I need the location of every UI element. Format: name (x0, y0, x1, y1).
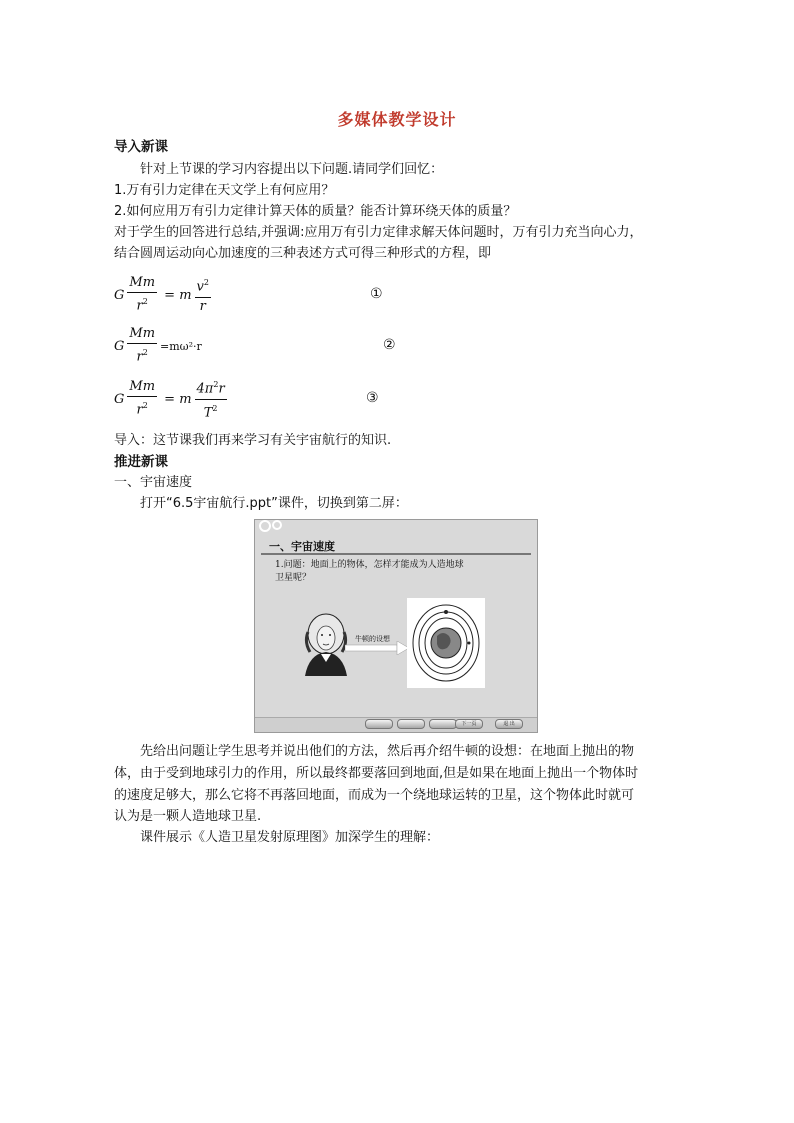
paragraph-2: 课件展示《人造卫星发射原理图》加深学生的理解： (140, 830, 440, 845)
gears-icon (255, 520, 295, 536)
slide-heading: 一、宇宙速度 (269, 540, 335, 553)
earth-orbit-diagram-icon (407, 598, 485, 688)
formula-2-marker: ② (383, 337, 396, 353)
formula-3: G $\frac{Mm}{r^2}$ = m $\frac{4\pi^2r}{T^2}$ (114, 379, 225, 420)
question-2: 2.如何应用万有引力定律计算天体的质量？能否计算环绕天体的质量？ (114, 204, 517, 219)
summary-line-1: 对于学生的回答进行总结,并强调:应用万有引力定律求解天体问题时，万有引力充当向心力， (114, 225, 643, 240)
formula-2: G $\frac{Mm}{r^2}$ =mω²·r (114, 326, 202, 365)
slide-blank-button-3[interactable] (429, 719, 457, 729)
formula-3-marker: ③ (366, 390, 379, 406)
slide-exit-button[interactable]: 退 出 (495, 719, 523, 729)
paragraph-line-2: 体，由于受到地球引力的作用，所以最终都要落回到地面,但是如果在地面上抛出一个物体时 (114, 766, 639, 781)
slide-footer (255, 717, 537, 732)
arrow-label: 牛顿的设想 (355, 635, 390, 643)
slide-divider (261, 553, 531, 555)
slide-blank-button-1[interactable] (365, 719, 393, 729)
slide-blank-button-2[interactable] (397, 719, 425, 729)
page-title: 多媒体教学设计 (337, 110, 457, 129)
intro-text: 针对上节课的学习内容提出以下问题.请同学们回忆： (140, 162, 444, 177)
formula-2-rhs: =mω²·r (160, 339, 202, 353)
formula-1: G $\frac{Mm}{r^2}$ = m $\frac{v^2}{r}$ (114, 275, 209, 314)
paragraph-line-1: 先给出问题让学生思考并说出他们的方法，然后再介绍牛顿的设想：在地面上抛出的物 (140, 744, 635, 759)
paragraph-line-4: 认为是一颗人造地球卫星. (114, 809, 262, 824)
slide-question (275, 559, 464, 585)
question-1: 1.万有引力定律在天文学上有何应用？ (114, 183, 335, 198)
subsection-cosmic-velocity: 一、宇宙速度 (114, 475, 193, 490)
summary-line-2: 结合圆周运动向心加速度的三种表述方式可得三种形式的方程，即 (114, 246, 492, 261)
paragraph-line-3: 的速度足够大，那么它将不再落回地面，而成为一个绕地球运转的卫星，这个物体此时就可 (114, 788, 635, 803)
slide-screenshot (254, 519, 538, 733)
formula-1-marker: ① (370, 286, 383, 302)
section-heading-advance: 推进新课 (114, 454, 168, 470)
open-file-text: 打开“6.5宇宙航行.ppt”课件，切换到第二屏： (140, 496, 408, 511)
slide-question-line-1: 1.问题：地面上的物体，怎样才能成为人造地球 (275, 560, 464, 570)
section-heading-intro: 导入新课 (114, 139, 168, 155)
lead-text: 导入：这节课我们再来学习有关宇宙航行的知识. (114, 433, 392, 448)
slide-question-line-2: 卫星呢？ (275, 573, 312, 583)
slide-next-button[interactable]: 下一页 (455, 719, 483, 729)
